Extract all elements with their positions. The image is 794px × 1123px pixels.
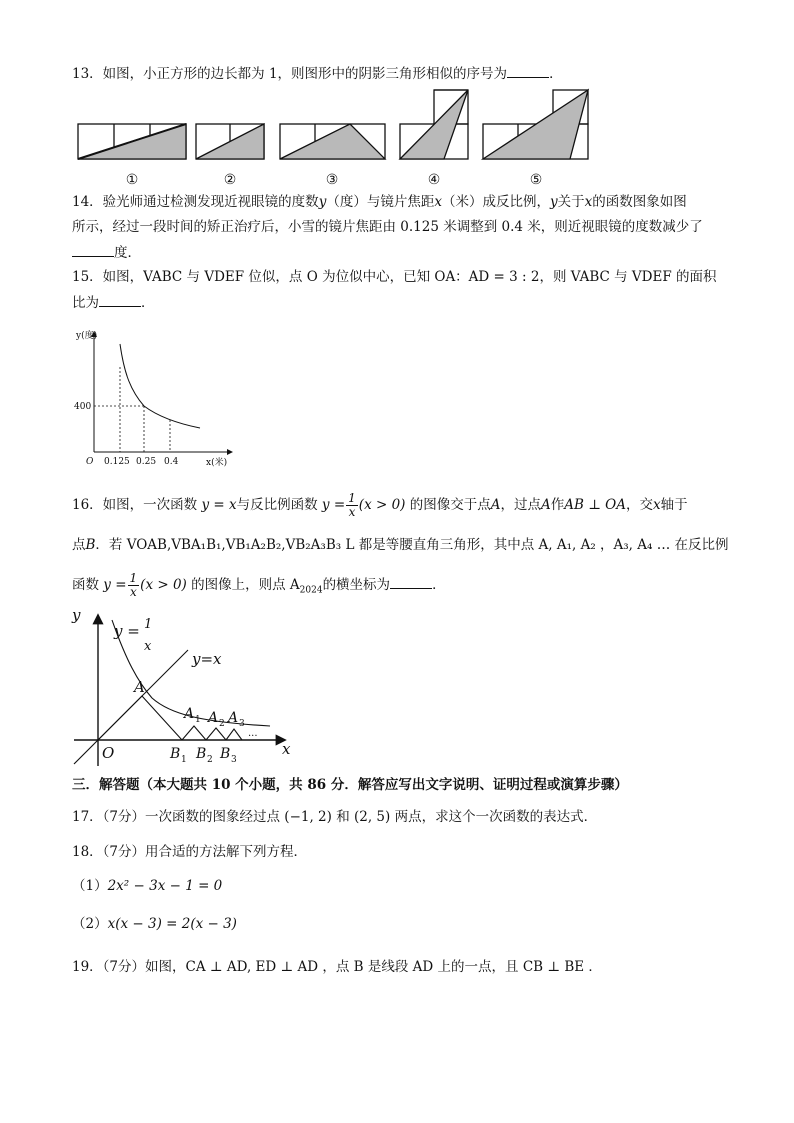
q15-blank [99, 293, 141, 307]
q14-line1: 14．验光师通过检测发现近视眼镜的度数y（度）与镜片焦距x（米）成反比例，y关于x的函数图象如图 [72, 194, 687, 210]
q18-part2: （2）x(x − 3) = 2(x − 3) [72, 916, 237, 932]
line-label: y=x [192, 650, 222, 668]
x-axis-label: x(米) [206, 458, 228, 468]
ellipsis: ... [248, 728, 258, 739]
q16-fraction-2: $\frac{1}{x}$ [129, 571, 138, 599]
q16-fraction: $\frac{1}{x}$ [348, 491, 356, 519]
q16-line2: 点B．若 VOAB,VBA₁B₁,VB₁A₂B₂,VB₂A₃B₃ L 都是等腰直角三角形，其中点 A, A₁, A₂ ，A₃, A₄ … 在反比例 [72, 537, 729, 553]
section-3-heading: 三．解答题（本大题共 10 个小题，共 86 分．解答应写出文字说明、证明过程或演算步骤） [72, 777, 628, 793]
x-tick-025: 0.25 [136, 457, 157, 467]
point-a2-label: A [208, 710, 219, 726]
svg-text:3: 3 [239, 719, 245, 729]
figure-4 [400, 90, 468, 159]
figure-1 [78, 124, 186, 159]
y-tick-400: 400 [74, 402, 92, 412]
origin-label: O [86, 457, 94, 467]
point-a-label: A [134, 678, 145, 696]
figure-3 [280, 124, 385, 159]
q16-blank [390, 575, 432, 589]
y-axis-label: y(度) [76, 331, 98, 341]
curve-label-den: x [144, 639, 152, 654]
figure-label-2: ② [223, 172, 237, 188]
figure-2 [196, 124, 264, 159]
curve-label-num: 1 [144, 617, 153, 632]
q15-line1: 15．如图，VABC 与 VDEF 位似，点 O 为位似中心，已知 OA：AD = 3 : 2，则 VABC 与 VDEF 的面积 [72, 269, 717, 285]
q19: 19．（7分）如图，CA ⊥ AD, ED ⊥ AD ，点 B 是线段 AD 上的一点，且 CB ⊥ BE ． [72, 959, 602, 975]
x-tick-0125: 0.125 [104, 457, 130, 467]
point-b2-label: B [196, 746, 207, 762]
point-b3-label: B [220, 746, 231, 762]
y-axis-label: y [72, 606, 81, 624]
q14-graph [74, 322, 240, 472]
svg-text:1: 1 [195, 715, 201, 725]
q15-line2: 比为 ． [72, 295, 155, 311]
figure-label-5: ⑤ [529, 172, 543, 188]
q16-graph [70, 608, 300, 768]
origin-label: O [102, 744, 115, 762]
point-a3-label: A [228, 710, 239, 726]
figure-5 [483, 90, 588, 159]
point-a1-label: A [184, 706, 195, 722]
q18-part1: （1）2x² − 3x − 1 = 0 [72, 878, 223, 894]
x-tick-04: 0.4 [164, 457, 179, 467]
q16-line1: 16．如图，一次函数 y = x与反比例函数 y = $\frac{1}{x}$ (x > 0) 的图像交于点A，过点A作AB ⊥ OA，交x轴于 [72, 491, 688, 519]
q18: 18．（7分）用合适的方法解下列方程． [72, 844, 308, 860]
figure-label-3: ③ [325, 172, 339, 188]
svg-text:1: 1 [181, 755, 187, 765]
inverse-curve [120, 344, 200, 428]
q17: 17．（7分）一次函数的图象经过点 (−1, 2) 和 (2, 5) 两点，求这个一次函数的表达式． [72, 809, 598, 825]
q14-blank [72, 243, 114, 257]
curve-label: y = [114, 622, 140, 640]
q13-text: 13．如图，小正方形的边长都为 1，则图形中的阴影三角形相似的序号为 ． [72, 66, 563, 82]
figure-label-1: ① [125, 172, 139, 188]
q13-blank [507, 64, 549, 78]
svg-text:3: 3 [231, 755, 237, 765]
q14-line3: 度． [72, 243, 141, 262]
x-axis-label: x [282, 740, 291, 758]
point-b1-label: B [170, 746, 181, 762]
svg-text:2: 2 [207, 755, 213, 765]
svg-text:2: 2 [219, 719, 225, 729]
figure-label-4: ④ [427, 172, 441, 188]
q14-line2: 所示，经过一段时间的矫正治疗后，小雪的镜片焦距由 0.125 米调整到 0.4 米，则近视眼镜的度数减少了 [72, 219, 703, 235]
q13-figures [70, 86, 600, 190]
q16-line3: 函数 y = $\frac{1}{x}$ (x > 0) 的图像上，则点 $A_{2024}$的横坐标为 ． [72, 571, 446, 599]
